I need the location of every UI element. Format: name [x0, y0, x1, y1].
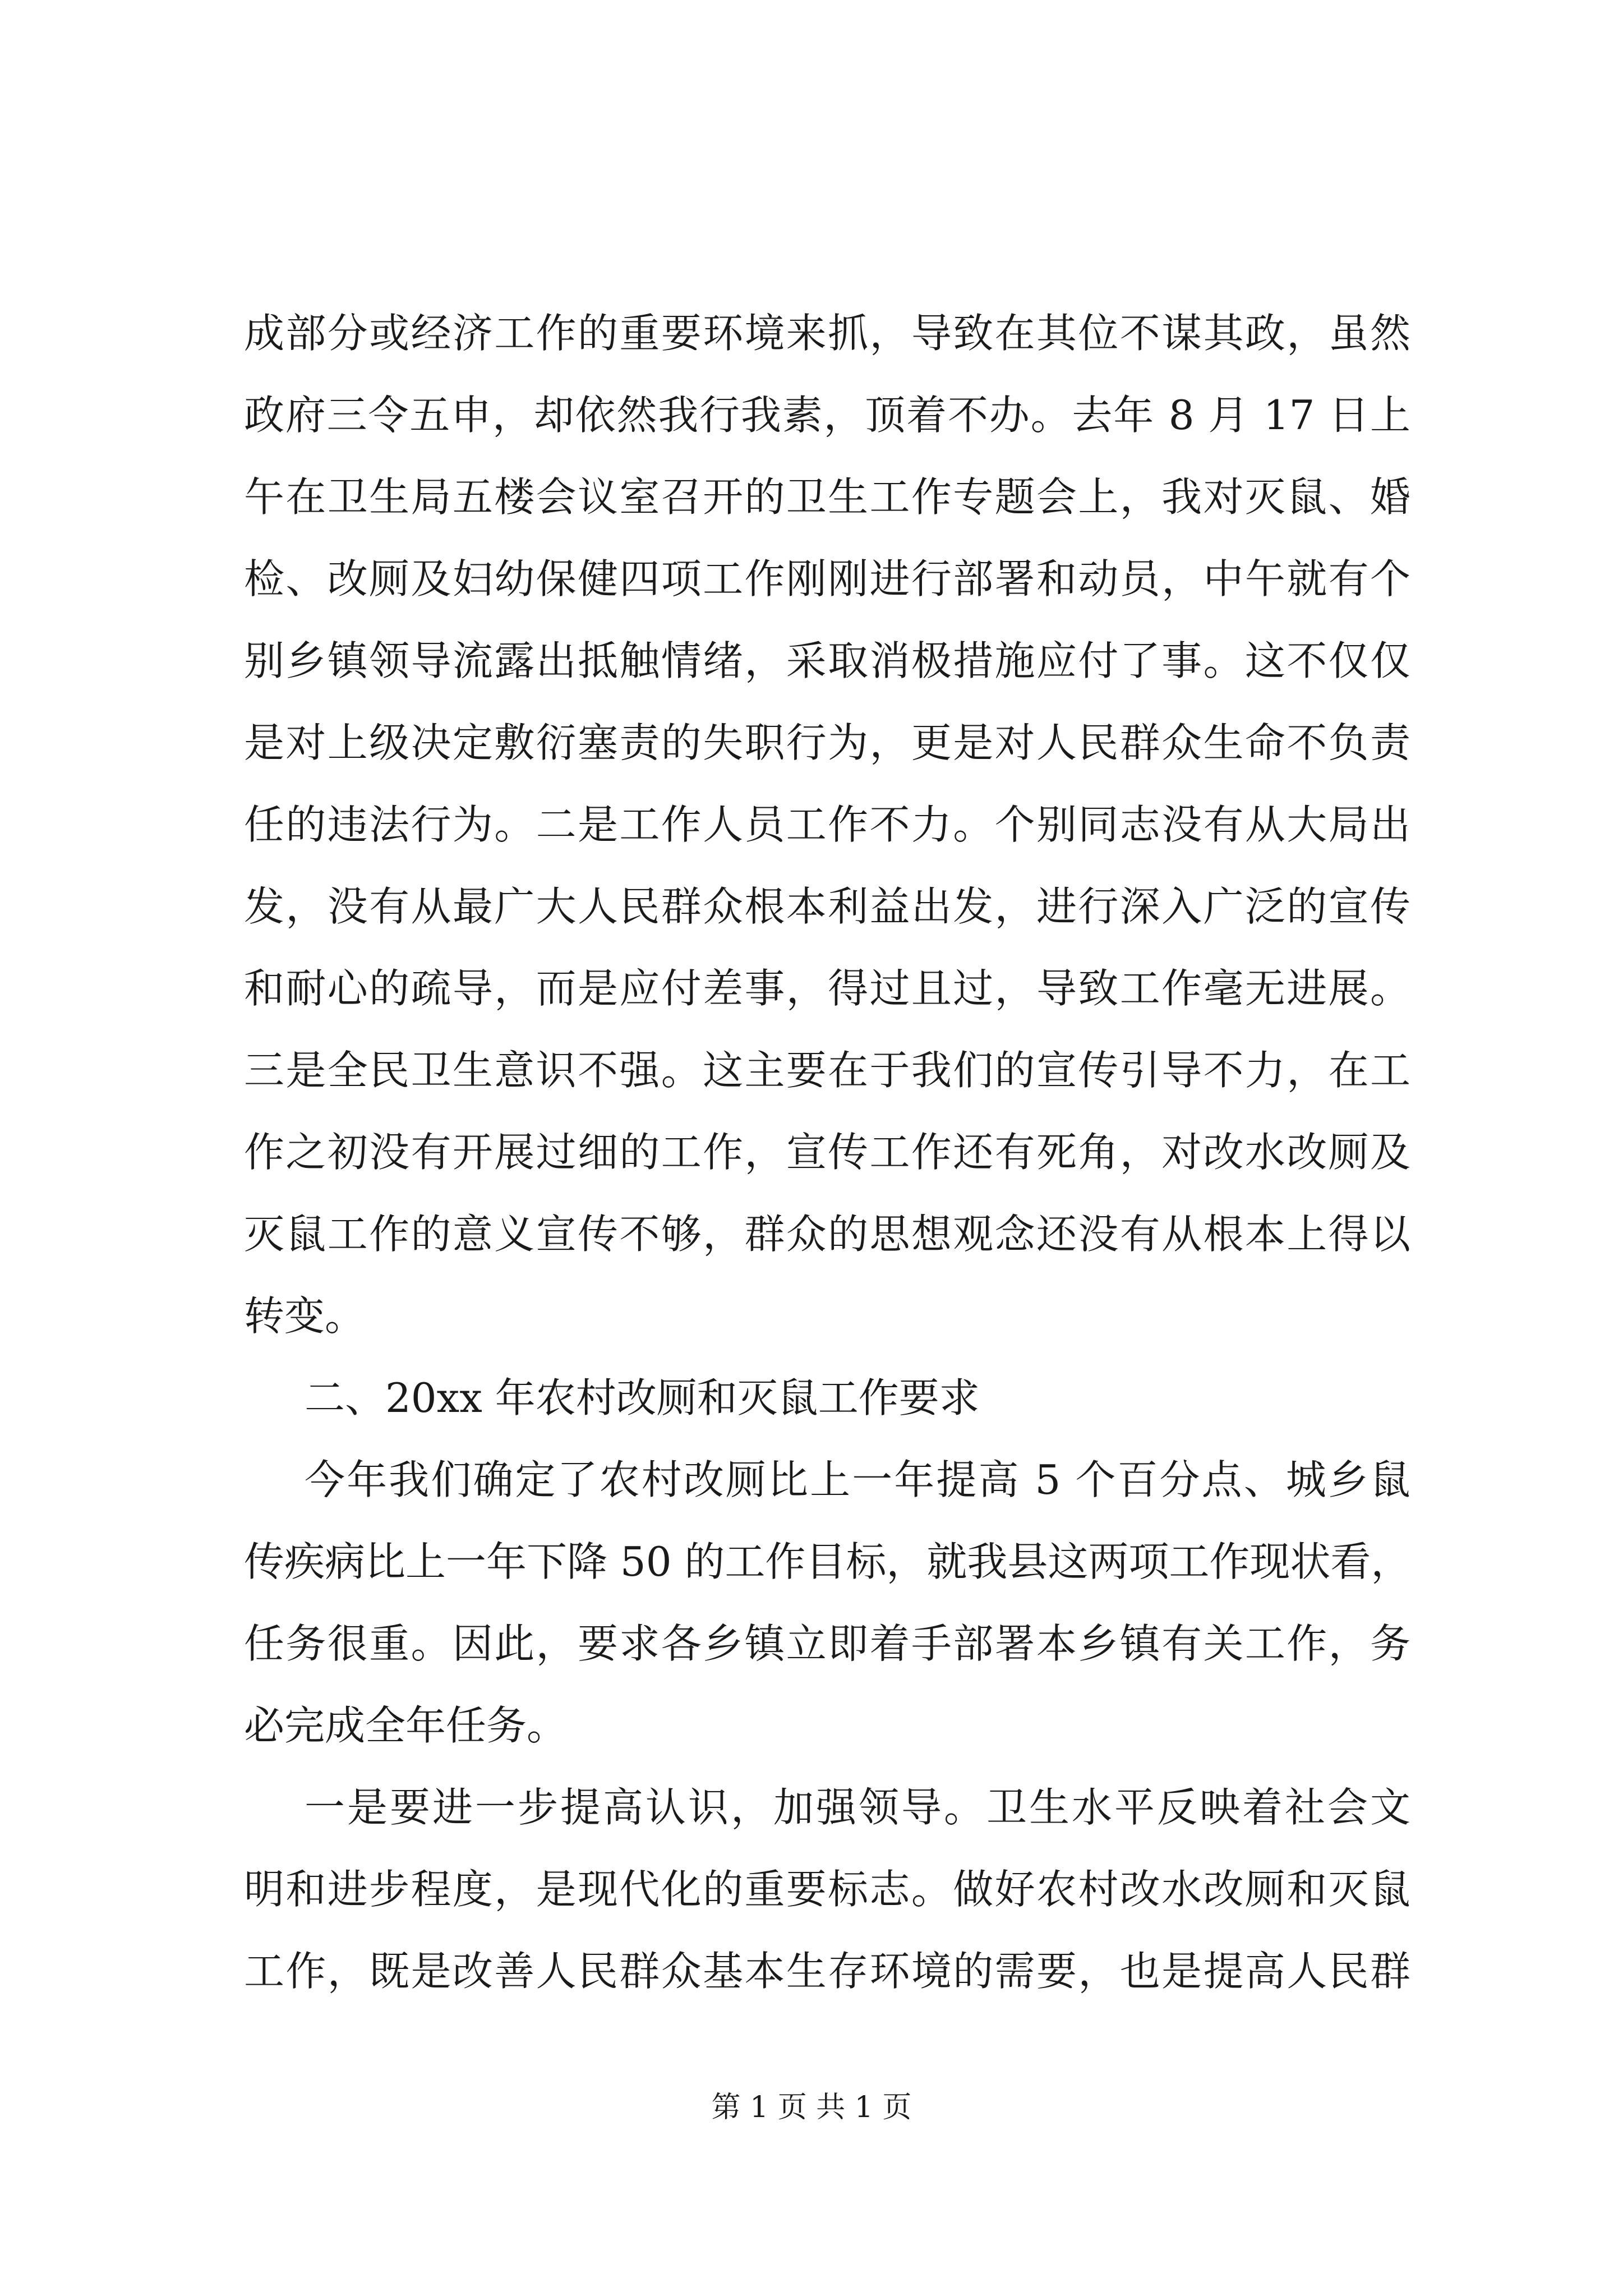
text-line: 是对上级决定敷衍塞责的失职行为，更是对人民群众生命不负责 [244, 719, 1410, 766]
text-line: 灭鼠工作的意义宣传不够，群众的思想观念还没有从根本上得以 [244, 1211, 1410, 1258]
text-line: 任的违法行为。二是工作人员工作不力。个别同志没有从大局出 [244, 801, 1410, 848]
text-line: 明和进步程度，是现代化的重要标志。做好农村改水改厕和灭鼠 [244, 1866, 1410, 1913]
section-heading: 二、20xx 年农村改厕和灭鼠工作要求 [305, 1374, 980, 1421]
page-footer: 第 1 页 共 1 页 [711, 2091, 912, 2124]
text-line: 一是要进一步提高认识，加强领导。卫生水平反映着社会文 [305, 1784, 1410, 1831]
text-line: 成部分或经济工作的重要环境来抓，导致在其位不谋其政，虽然 [244, 310, 1410, 357]
text-line: 三是全民卫生意识不强。这主要在于我们的宣传引导不力，在工 [244, 1047, 1410, 1094]
text-line: 发，没有从最广大人民群众根本利益出发，进行深入广泛的宣传 [244, 883, 1410, 930]
text-line: 别乡镇领导流露出抵触情绪，采取消极措施应付了事。这不仅仅 [244, 637, 1410, 684]
text-line: 作之初没有开展过细的工作，宣传工作还有死角，对改水改厕及 [244, 1129, 1410, 1176]
text-line: 工作，既是改善人民群众基本生存环境的需要，也是提高人民群 [244, 1948, 1410, 1995]
text-line: 转变。 [244, 1292, 366, 1340]
text-line: 传疾病比上一年下降 50 的工作目标，就我县这两项工作现状看， [244, 1538, 1412, 1585]
text-line: 和耐心的疏导，而是应付差事，得过且过，导致工作毫无进展。 [244, 965, 1410, 1012]
text-line: 午在卫生局五楼会议室召开的卫生工作专题会上，我对灭鼠、婚 [244, 473, 1410, 521]
text-line: 今年我们确定了农村改厕比上一年提高 5 个百分点、城乡鼠 [305, 1456, 1410, 1503]
text-line: 政府三令五申，却依然我行我素，顶着不办。去年 8 月 17 日上 [244, 392, 1410, 439]
text-line: 必完成全年任务。 [244, 1702, 568, 1749]
text-line: 任务很重。因此，要求各乡镇立即着手部署本乡镇有关工作，务 [244, 1620, 1410, 1667]
text-line: 检、改厕及妇幼保健四项工作刚刚进行部署和动员，中午就有个 [244, 555, 1410, 602]
